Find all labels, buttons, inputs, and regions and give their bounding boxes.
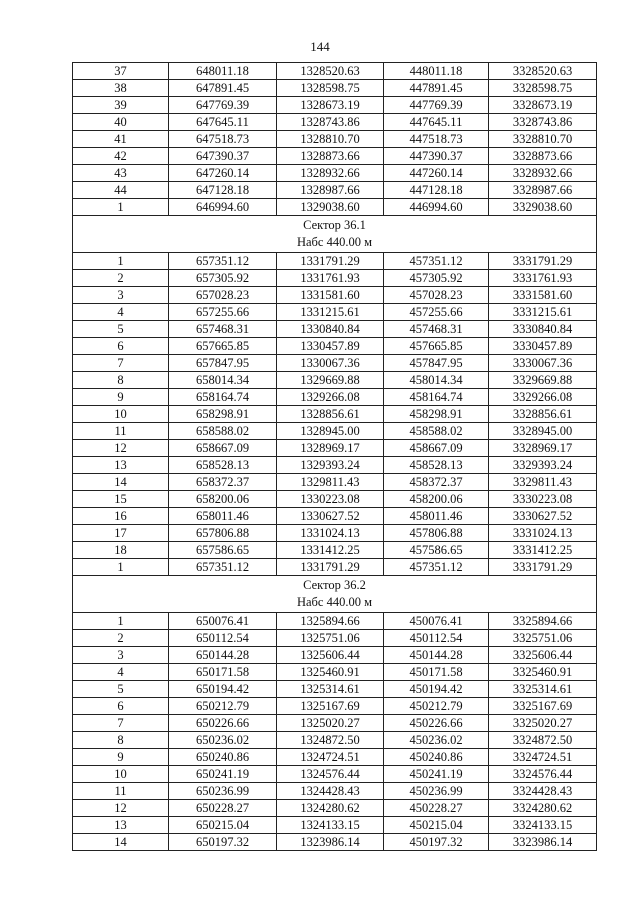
x-local-cell: 450212.79: [384, 698, 489, 715]
y-local-cell: 3331791.29: [489, 559, 597, 576]
x-local-cell: 448011.18: [384, 63, 489, 80]
x-local-cell: 458164.74: [384, 389, 489, 406]
coordinates-table: [72, 62, 597, 851]
table-row: [73, 474, 597, 491]
y-msk-cell: 1331215.61: [277, 304, 384, 321]
x-local-cell: 450144.28: [384, 647, 489, 664]
table-row: [73, 182, 597, 199]
x-msk-cell: 647128.18: [169, 182, 277, 199]
y-msk-cell: 1331791.29: [277, 253, 384, 270]
x-msk-cell: 658014.34: [169, 372, 277, 389]
x-msk-cell: 647645.11: [169, 114, 277, 131]
y-local-cell: 3331581.60: [489, 287, 597, 304]
point-number-cell: 1: [73, 613, 169, 630]
point-number-cell: 15: [73, 491, 169, 508]
point-number-cell: 12: [73, 440, 169, 457]
y-msk-cell: 1324576.44: [277, 766, 384, 783]
y-msk-cell: 1328987.66: [277, 182, 384, 199]
x-msk-cell: 650215.04: [169, 817, 277, 834]
table-row: [73, 372, 597, 389]
point-number-cell: 17: [73, 525, 169, 542]
y-msk-cell: 1331412.25: [277, 542, 384, 559]
section-title: Сектор 36.2: [303, 578, 366, 592]
x-local-cell: 458667.09: [384, 440, 489, 457]
section-header-row: [73, 576, 597, 613]
table-row: [73, 253, 597, 270]
x-msk-cell: 658667.09: [169, 440, 277, 457]
table-row: [73, 423, 597, 440]
x-local-cell: 457351.12: [384, 559, 489, 576]
coordinates-table-body: [73, 63, 597, 851]
table-row: [73, 630, 597, 647]
x-msk-cell: 650197.32: [169, 834, 277, 851]
y-msk-cell: 1328932.66: [277, 165, 384, 182]
x-local-cell: 457351.12: [384, 253, 489, 270]
table-row: [73, 491, 597, 508]
table-row: [73, 321, 597, 338]
table-row: [73, 542, 597, 559]
y-local-cell: 3324872.50: [489, 732, 597, 749]
y-msk-cell: 1331024.13: [277, 525, 384, 542]
x-msk-cell: 647260.14: [169, 165, 277, 182]
table-row: [73, 114, 597, 131]
x-msk-cell: 650240.86: [169, 749, 277, 766]
point-number-cell: 42: [73, 148, 169, 165]
table-row: [73, 817, 597, 834]
point-number-cell: 9: [73, 749, 169, 766]
x-local-cell: 450197.32: [384, 834, 489, 851]
point-number-cell: 14: [73, 474, 169, 491]
x-msk-cell: 658164.74: [169, 389, 277, 406]
y-local-cell: 3328945.00: [489, 423, 597, 440]
x-msk-cell: 647769.39: [169, 97, 277, 114]
x-msk-cell: 658528.13: [169, 457, 277, 474]
table-row: [73, 559, 597, 576]
y-msk-cell: 1330067.36: [277, 355, 384, 372]
point-number-cell: 6: [73, 698, 169, 715]
table-row: [73, 389, 597, 406]
x-msk-cell: 658588.02: [169, 423, 277, 440]
table-row: [73, 63, 597, 80]
x-local-cell: 450076.41: [384, 613, 489, 630]
y-local-cell: 3331791.29: [489, 253, 597, 270]
y-local-cell: 3331761.93: [489, 270, 597, 287]
y-msk-cell: 1328856.61: [277, 406, 384, 423]
y-local-cell: 3325167.69: [489, 698, 597, 715]
x-local-cell: 458372.37: [384, 474, 489, 491]
x-msk-cell: 658298.91: [169, 406, 277, 423]
table-row: [73, 749, 597, 766]
y-local-cell: 3323986.14: [489, 834, 597, 851]
y-local-cell: 3325606.44: [489, 647, 597, 664]
section-header-row: [73, 216, 597, 253]
y-msk-cell: 1329669.88: [277, 372, 384, 389]
point-number-cell: 37: [73, 63, 169, 80]
y-msk-cell: 1324724.51: [277, 749, 384, 766]
point-number-cell: 38: [73, 80, 169, 97]
x-local-cell: 450241.19: [384, 766, 489, 783]
point-number-cell: 5: [73, 681, 169, 698]
y-msk-cell: 1328873.66: [277, 148, 384, 165]
point-number-cell: 43: [73, 165, 169, 182]
y-local-cell: 3325460.91: [489, 664, 597, 681]
x-msk-cell: 650236.02: [169, 732, 277, 749]
table-row: [73, 304, 597, 321]
table-row: [73, 834, 597, 851]
x-msk-cell: 657847.95: [169, 355, 277, 372]
point-number-cell: 13: [73, 817, 169, 834]
y-local-cell: 3328520.63: [489, 63, 597, 80]
x-msk-cell: 650212.79: [169, 698, 277, 715]
point-number-cell: 16: [73, 508, 169, 525]
point-number-cell: 8: [73, 732, 169, 749]
point-number-cell: 9: [73, 389, 169, 406]
y-msk-cell: 1325020.27: [277, 715, 384, 732]
point-number-cell: 3: [73, 287, 169, 304]
y-msk-cell: 1328520.63: [277, 63, 384, 80]
x-local-cell: 447390.37: [384, 148, 489, 165]
point-number-cell: 10: [73, 406, 169, 423]
x-msk-cell: 650112.54: [169, 630, 277, 647]
y-msk-cell: 1330223.08: [277, 491, 384, 508]
y-local-cell: 3325894.66: [489, 613, 597, 630]
x-local-cell: 458014.34: [384, 372, 489, 389]
y-msk-cell: 1324428.43: [277, 783, 384, 800]
y-local-cell: 3328743.86: [489, 114, 597, 131]
table-row: [73, 131, 597, 148]
x-local-cell: 457586.65: [384, 542, 489, 559]
x-local-cell: 446994.60: [384, 199, 489, 216]
y-msk-cell: 1331581.60: [277, 287, 384, 304]
y-local-cell: 3328810.70: [489, 131, 597, 148]
y-local-cell: 3329393.24: [489, 457, 597, 474]
x-msk-cell: 657468.31: [169, 321, 277, 338]
table-row: [73, 613, 597, 630]
table-row: [73, 355, 597, 372]
x-msk-cell: 657305.92: [169, 270, 277, 287]
x-local-cell: 457847.95: [384, 355, 489, 372]
table-row: [73, 406, 597, 423]
y-local-cell: 3328873.66: [489, 148, 597, 165]
x-local-cell: 450171.58: [384, 664, 489, 681]
point-number-cell: 1: [73, 253, 169, 270]
x-local-cell: 450215.04: [384, 817, 489, 834]
x-msk-cell: 647518.73: [169, 131, 277, 148]
table-row: [73, 508, 597, 525]
table-row: [73, 783, 597, 800]
point-number-cell: 7: [73, 715, 169, 732]
y-msk-cell: 1324133.15: [277, 817, 384, 834]
x-msk-cell: 657665.85: [169, 338, 277, 355]
x-local-cell: 450228.27: [384, 800, 489, 817]
x-local-cell: 457468.31: [384, 321, 489, 338]
point-number-cell: 10: [73, 766, 169, 783]
point-number-cell: 11: [73, 783, 169, 800]
x-msk-cell: 646994.60: [169, 199, 277, 216]
y-msk-cell: 1328810.70: [277, 131, 384, 148]
point-number-cell: 7: [73, 355, 169, 372]
point-number-cell: 2: [73, 630, 169, 647]
y-local-cell: 3324724.51: [489, 749, 597, 766]
y-msk-cell: 1328743.86: [277, 114, 384, 131]
x-local-cell: 447891.45: [384, 80, 489, 97]
table-row: [73, 715, 597, 732]
y-msk-cell: 1331791.29: [277, 559, 384, 576]
x-msk-cell: 657806.88: [169, 525, 277, 542]
x-msk-cell: 650241.19: [169, 766, 277, 783]
table-row: [73, 698, 597, 715]
x-local-cell: 458298.91: [384, 406, 489, 423]
y-msk-cell: 1331761.93: [277, 270, 384, 287]
y-msk-cell: 1328598.75: [277, 80, 384, 97]
x-msk-cell: 650226.66: [169, 715, 277, 732]
y-local-cell: 3330457.89: [489, 338, 597, 355]
point-number-cell: 41: [73, 131, 169, 148]
point-number-cell: 13: [73, 457, 169, 474]
y-msk-cell: 1330627.52: [277, 508, 384, 525]
section-elevation: Набс 440.00 м: [296, 235, 373, 249]
table-row: [73, 800, 597, 817]
x-local-cell: 457665.85: [384, 338, 489, 355]
y-local-cell: 3329266.08: [489, 389, 597, 406]
table-row: [73, 338, 597, 355]
y-local-cell: 3328969.17: [489, 440, 597, 457]
y-local-cell: 3328598.75: [489, 80, 597, 97]
y-msk-cell: 1328945.00: [277, 423, 384, 440]
point-number-cell: 18: [73, 542, 169, 559]
x-msk-cell: 647891.45: [169, 80, 277, 97]
x-local-cell: 457255.66: [384, 304, 489, 321]
y-local-cell: 3330627.52: [489, 508, 597, 525]
y-local-cell: 3330840.84: [489, 321, 597, 338]
y-local-cell: 3325020.27: [489, 715, 597, 732]
y-local-cell: 3328987.66: [489, 182, 597, 199]
y-local-cell: 3329669.88: [489, 372, 597, 389]
x-msk-cell: 658200.06: [169, 491, 277, 508]
point-number-cell: 2: [73, 270, 169, 287]
y-local-cell: 3324576.44: [489, 766, 597, 783]
y-msk-cell: 1329266.08: [277, 389, 384, 406]
table-row: [73, 457, 597, 474]
x-local-cell: 447769.39: [384, 97, 489, 114]
x-msk-cell: 650076.41: [169, 613, 277, 630]
section-header-cell: [73, 576, 597, 613]
page-number: 144: [310, 39, 330, 54]
table-row: [73, 165, 597, 182]
y-msk-cell: 1324280.62: [277, 800, 384, 817]
point-number-cell: 4: [73, 304, 169, 321]
table-row: [73, 681, 597, 698]
y-local-cell: 3331215.61: [489, 304, 597, 321]
y-msk-cell: 1328673.19: [277, 97, 384, 114]
y-local-cell: 3331412.25: [489, 542, 597, 559]
x-msk-cell: 650171.58: [169, 664, 277, 681]
table-row: [73, 97, 597, 114]
y-msk-cell: 1325606.44: [277, 647, 384, 664]
point-number-cell: 5: [73, 321, 169, 338]
table-row: [73, 664, 597, 681]
x-msk-cell: 657351.12: [169, 559, 277, 576]
x-msk-cell: 650228.27: [169, 800, 277, 817]
y-local-cell: 3331024.13: [489, 525, 597, 542]
x-local-cell: 457806.88: [384, 525, 489, 542]
x-local-cell: 458200.06: [384, 491, 489, 508]
table-row: [73, 525, 597, 542]
y-msk-cell: 1324872.50: [277, 732, 384, 749]
x-msk-cell: 657028.23: [169, 287, 277, 304]
y-msk-cell: 1325751.06: [277, 630, 384, 647]
y-local-cell: 3328673.19: [489, 97, 597, 114]
table-row: [73, 80, 597, 97]
y-msk-cell: 1330457.89: [277, 338, 384, 355]
table-row: [73, 766, 597, 783]
y-msk-cell: 1323986.14: [277, 834, 384, 851]
y-local-cell: 3324280.62: [489, 800, 597, 817]
y-msk-cell: 1330840.84: [277, 321, 384, 338]
y-msk-cell: 1329038.60: [277, 199, 384, 216]
x-msk-cell: 657351.12: [169, 253, 277, 270]
point-number-cell: 44: [73, 182, 169, 199]
y-msk-cell: 1325167.69: [277, 698, 384, 715]
x-local-cell: 450236.02: [384, 732, 489, 749]
point-number-cell: 11: [73, 423, 169, 440]
y-msk-cell: 1329811.43: [277, 474, 384, 491]
point-number-cell: 39: [73, 97, 169, 114]
x-local-cell: 447260.14: [384, 165, 489, 182]
x-msk-cell: 658372.37: [169, 474, 277, 491]
table-row: [73, 647, 597, 664]
x-local-cell: 458588.02: [384, 423, 489, 440]
table-row: [73, 287, 597, 304]
point-number-cell: 4: [73, 664, 169, 681]
section-header-cell: [73, 216, 597, 253]
point-number-cell: 14: [73, 834, 169, 851]
x-msk-cell: 647390.37: [169, 148, 277, 165]
x-local-cell: 447645.11: [384, 114, 489, 131]
x-local-cell: 450194.42: [384, 681, 489, 698]
y-local-cell: 3328932.66: [489, 165, 597, 182]
y-local-cell: 3324428.43: [489, 783, 597, 800]
point-number-cell: 12: [73, 800, 169, 817]
point-number-cell: 40: [73, 114, 169, 131]
x-local-cell: 450112.54: [384, 630, 489, 647]
x-msk-cell: 650194.42: [169, 681, 277, 698]
point-number-cell: 3: [73, 647, 169, 664]
table-row: [73, 199, 597, 216]
x-msk-cell: 657586.65: [169, 542, 277, 559]
y-msk-cell: 1325894.66: [277, 613, 384, 630]
y-local-cell: 3330067.36: [489, 355, 597, 372]
x-local-cell: 447518.73: [384, 131, 489, 148]
table-row: [73, 440, 597, 457]
x-local-cell: 450226.66: [384, 715, 489, 732]
y-local-cell: 3329811.43: [489, 474, 597, 491]
point-number-cell: 8: [73, 372, 169, 389]
x-local-cell: 457028.23: [384, 287, 489, 304]
x-local-cell: 450236.99: [384, 783, 489, 800]
point-number-cell: 1: [73, 559, 169, 576]
y-msk-cell: 1329393.24: [277, 457, 384, 474]
x-local-cell: 457305.92: [384, 270, 489, 287]
point-number-cell: 6: [73, 338, 169, 355]
table-row: [73, 148, 597, 165]
x-msk-cell: 650236.99: [169, 783, 277, 800]
x-msk-cell: 657255.66: [169, 304, 277, 321]
table-row: [73, 270, 597, 287]
y-local-cell: 3328856.61: [489, 406, 597, 423]
y-msk-cell: 1328969.17: [277, 440, 384, 457]
y-msk-cell: 1325460.91: [277, 664, 384, 681]
y-msk-cell: 1325314.61: [277, 681, 384, 698]
y-local-cell: 3324133.15: [489, 817, 597, 834]
y-local-cell: 3325751.06: [489, 630, 597, 647]
x-local-cell: 458011.46: [384, 508, 489, 525]
section-title: Сектор 36.1: [303, 218, 366, 232]
point-number-cell: 1: [73, 199, 169, 216]
y-local-cell: 3325314.61: [489, 681, 597, 698]
table-row: [73, 732, 597, 749]
y-local-cell: 3329038.60: [489, 199, 597, 216]
x-msk-cell: 650144.28: [169, 647, 277, 664]
x-msk-cell: 648011.18: [169, 63, 277, 80]
section-elevation: Набс 440.00 м: [296, 595, 373, 609]
x-msk-cell: 658011.46: [169, 508, 277, 525]
y-local-cell: 3330223.08: [489, 491, 597, 508]
x-local-cell: 447128.18: [384, 182, 489, 199]
x-local-cell: 450240.86: [384, 749, 489, 766]
x-local-cell: 458528.13: [384, 457, 489, 474]
